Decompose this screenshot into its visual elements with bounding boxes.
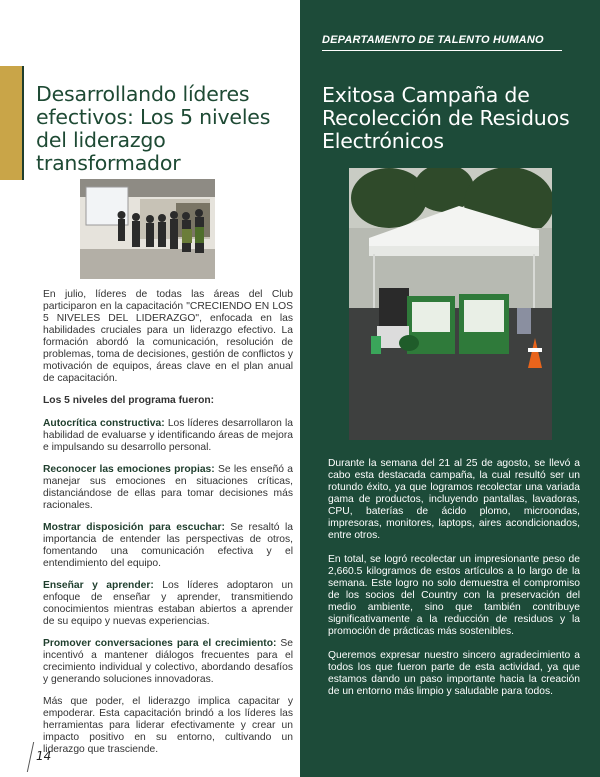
level-term: Reconocer las emociones propias:	[43, 464, 215, 475]
training-photo	[80, 179, 215, 279]
page-number: 14	[36, 749, 52, 763]
intro-paragraph: En julio, líderes de todas las áreas del Club participaron en la capacitación "CRECIENDO EN LOS 5 NIVELES DEL LIDERAZGO", enfocada en las habilidades cruciales para un liderazgo efectivo. La formación abordó la comunicación, resolución de problemas, toma de decisiones, gestión de conflictos y motivación de equipos, áreas clave en el plan anual de capacitación.	[43, 289, 293, 384]
department-header: DEPARTAMENTO DE TALENTO HUMANO	[322, 34, 544, 46]
level-item	[43, 638, 293, 686]
level-item	[43, 464, 293, 512]
leadership-article-body	[43, 289, 293, 766]
campaign-paragraph: En total, se logró recolectar un impresionante peso de 2,660.5 kilogramos de estos artículos a lo largo de la semana. Este logro no solo demuestra el compromiso de los socios del Country con la preservación del medio ambiente, sino que también contribuye significativamente a la reducción de residuos y la promoción de prácticas más sostenibles.	[328, 554, 580, 637]
level-text: Se incentivó a mantener diálogos frecuentes para el crecimiento individual y colectivo, abordando desafíos y generando soluciones innovadoras.	[43, 638, 293, 685]
level-text: Se resaltó la importancia de entender las perspectivas de otros, fomentando una comunicación efectiva y el entendimiento del equipo.	[43, 522, 293, 569]
accent-rule	[22, 66, 24, 180]
levels-subtitle: Los 5 niveles del programa fueron:	[43, 395, 215, 406]
page-number-divider	[27, 742, 34, 772]
leadership-article-title: Desarrollando líderes efectivos: Los 5 niveles del liderazgo transformador	[36, 82, 271, 175]
campaign-paragraph: Queremos expresar nuestro sincero agradecimiento a todos los que fueron parte de esta actividad, ya que estamos dando un paso importante hacia la creación de un entorno más limpio y saludable para todos.	[328, 650, 580, 697]
header-underline	[322, 50, 562, 51]
campaign-photo	[349, 168, 552, 440]
level-item	[43, 522, 293, 570]
campaign-article-body	[328, 458, 580, 710]
level-term: Autocrítica constructiva:	[43, 418, 165, 429]
level-text: Los líderes adoptaron un enfoque de enseñar y aprender, transmitiendo conocimientos mientras estaban abiertos a aprender de su equipo y nuevas experiencias.	[43, 580, 294, 627]
level-text: Se les enseñó a manejar sus emociones en situaciones críticas, distanciándose de ellas para tomar decisiones más racionales.	[43, 464, 293, 511]
campaign-article-title: Exitosa Campaña de Recolección de Residuos Electrónicos	[322, 83, 570, 153]
gold-accent-bar	[0, 66, 22, 180]
level-item	[43, 580, 293, 628]
level-term: Promover conversaciones para el crecimiento:	[43, 638, 277, 649]
level-term: Enseñar y aprender:	[43, 580, 154, 591]
level-term: Mostrar disposición para escuchar:	[43, 522, 225, 533]
campaign-paragraph: Durante la semana del 21 al 25 de agosto, se llevó a cabo esta destacada campaña, la cual resultó ser un rotundo éxito, ya que logramos recolectar una variada gama de productos, incluyendo pantallas, lavadoras, CPU, baterías de ácido plomo, microondas, impresoras, monitores, laptops, aires acondicionados, entre otros.	[328, 458, 580, 541]
level-item	[43, 418, 293, 454]
closing-paragraph: Más que poder, el liderazgo implica capacitar y empoderar. Esta capacitación brindó a los líderes las herramientas para liderar efectivamente y crear un impacto positivo en su entorno, cultivando un liderazgo que trasciende.	[43, 696, 293, 755]
level-text: Los líderes desarrollaron la habilidad de evaluarse y identificando áreas de mejora e impulsando su desarrollo personal.	[43, 418, 294, 453]
